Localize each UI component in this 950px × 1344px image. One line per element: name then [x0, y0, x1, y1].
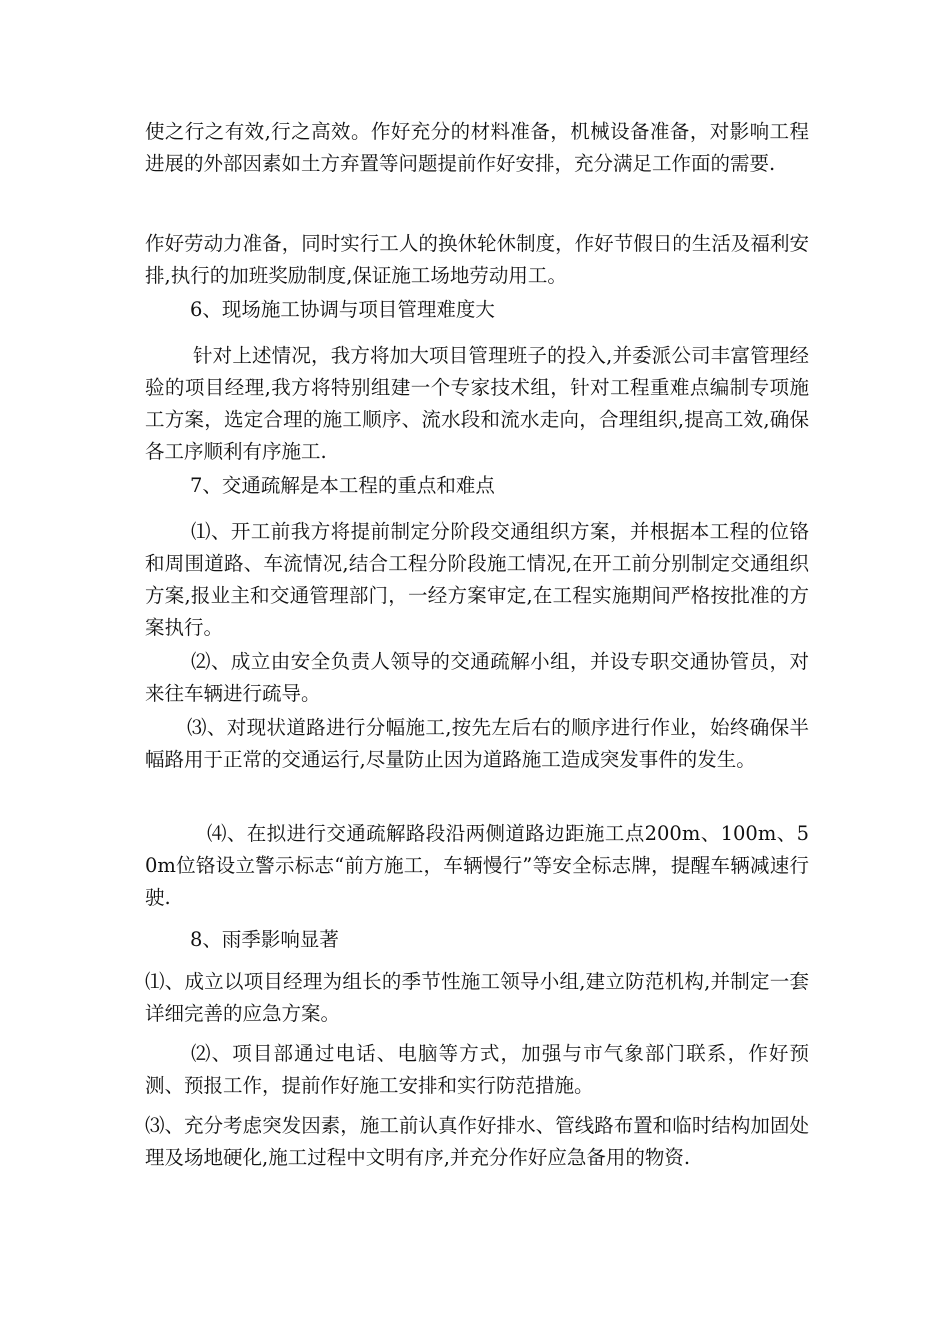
paragraph-labor-preparation: 作好劳动力准备，同时实行工人的换休轮休制度，作好节假日的生活及福利安排,执行的加班奖励制度,保证施工场地劳动用工。: [145, 232, 809, 287]
paragraph-materials-preparation: 使之行之有效,行之高效。作好充分的材料准备，机械设备准备，对影响工程进展的外部因素如土方弃置等问题提前作好安排，充分满足工作面的需要.: [145, 120, 809, 175]
paragraph-rain-item-2: ⑵、项目部通过电话、电脑等方式，加强与市气象部门联系，作好预测、预报工作，提前作好施工安排和实行防范措施。: [145, 1042, 809, 1097]
paragraph-rain-item-3: ⑶、充分考虑突发因素，施工前认真作好排水、管线路布置和临时结构加固处理及场地硬化,施工过程中文明有序,并充分作好应急备用的物资.: [145, 1114, 809, 1169]
paragraph-traffic-item-1: ⑴、开工前我方将提前制定分阶段交通组织方案，并根据本工程的位铬和周围道路、车流情况,结合工程分阶段施工情况,在开工前分别制定交通组织方案,报业主和交通管理部门，一经方案审定,在工程实施期间严格按批准的方案执行。: [145, 520, 809, 639]
paragraph-project-management: 针对上述情况，我方将加大项目管理班子的投入,并委派公司丰富管理经验的项目经理,我方将特别组建一个专家技术组，针对工程重难点编制专项施工方案，选定合理的施工顺序、流水段和流水走向，合理组织,提高工效,确保各工序顺利有序施工.: [145, 344, 809, 463]
section-heading-6: 6、现场施工协调与项目管理难度大: [190, 298, 495, 321]
section-heading-7: 7、交通疏解是本工程的重点和难点: [190, 474, 495, 497]
paragraph-traffic-item-3: ⑶、对现状道路进行分幅施工,按先左后右的顺序进行作业，始终确保半幅路用于正常的交通运行,尽量防止因为道路施工造成突发事件的发生。: [145, 716, 809, 771]
paragraph-traffic-item-4: ⑷、在拟进行交通疏解路段沿两侧道路边距施工点200m、100m、50m位铬设立警示标志“前方施工，车辆慢行”等安全标志牌，提醒车辆减速行驶.: [145, 822, 809, 909]
paragraph-rain-item-1: ⑴、成立以项目经理为组长的季节性施工领导小组,建立防范机构,并制定一套详细完善的应急方案。: [145, 970, 809, 1025]
section-heading-8: 8、雨季影响显著: [190, 928, 339, 951]
paragraph-traffic-item-2: ⑵、成立由安全负责人领导的交通疏解小组，并设专职交通协管员，对来往车辆进行疏导。: [145, 650, 809, 705]
